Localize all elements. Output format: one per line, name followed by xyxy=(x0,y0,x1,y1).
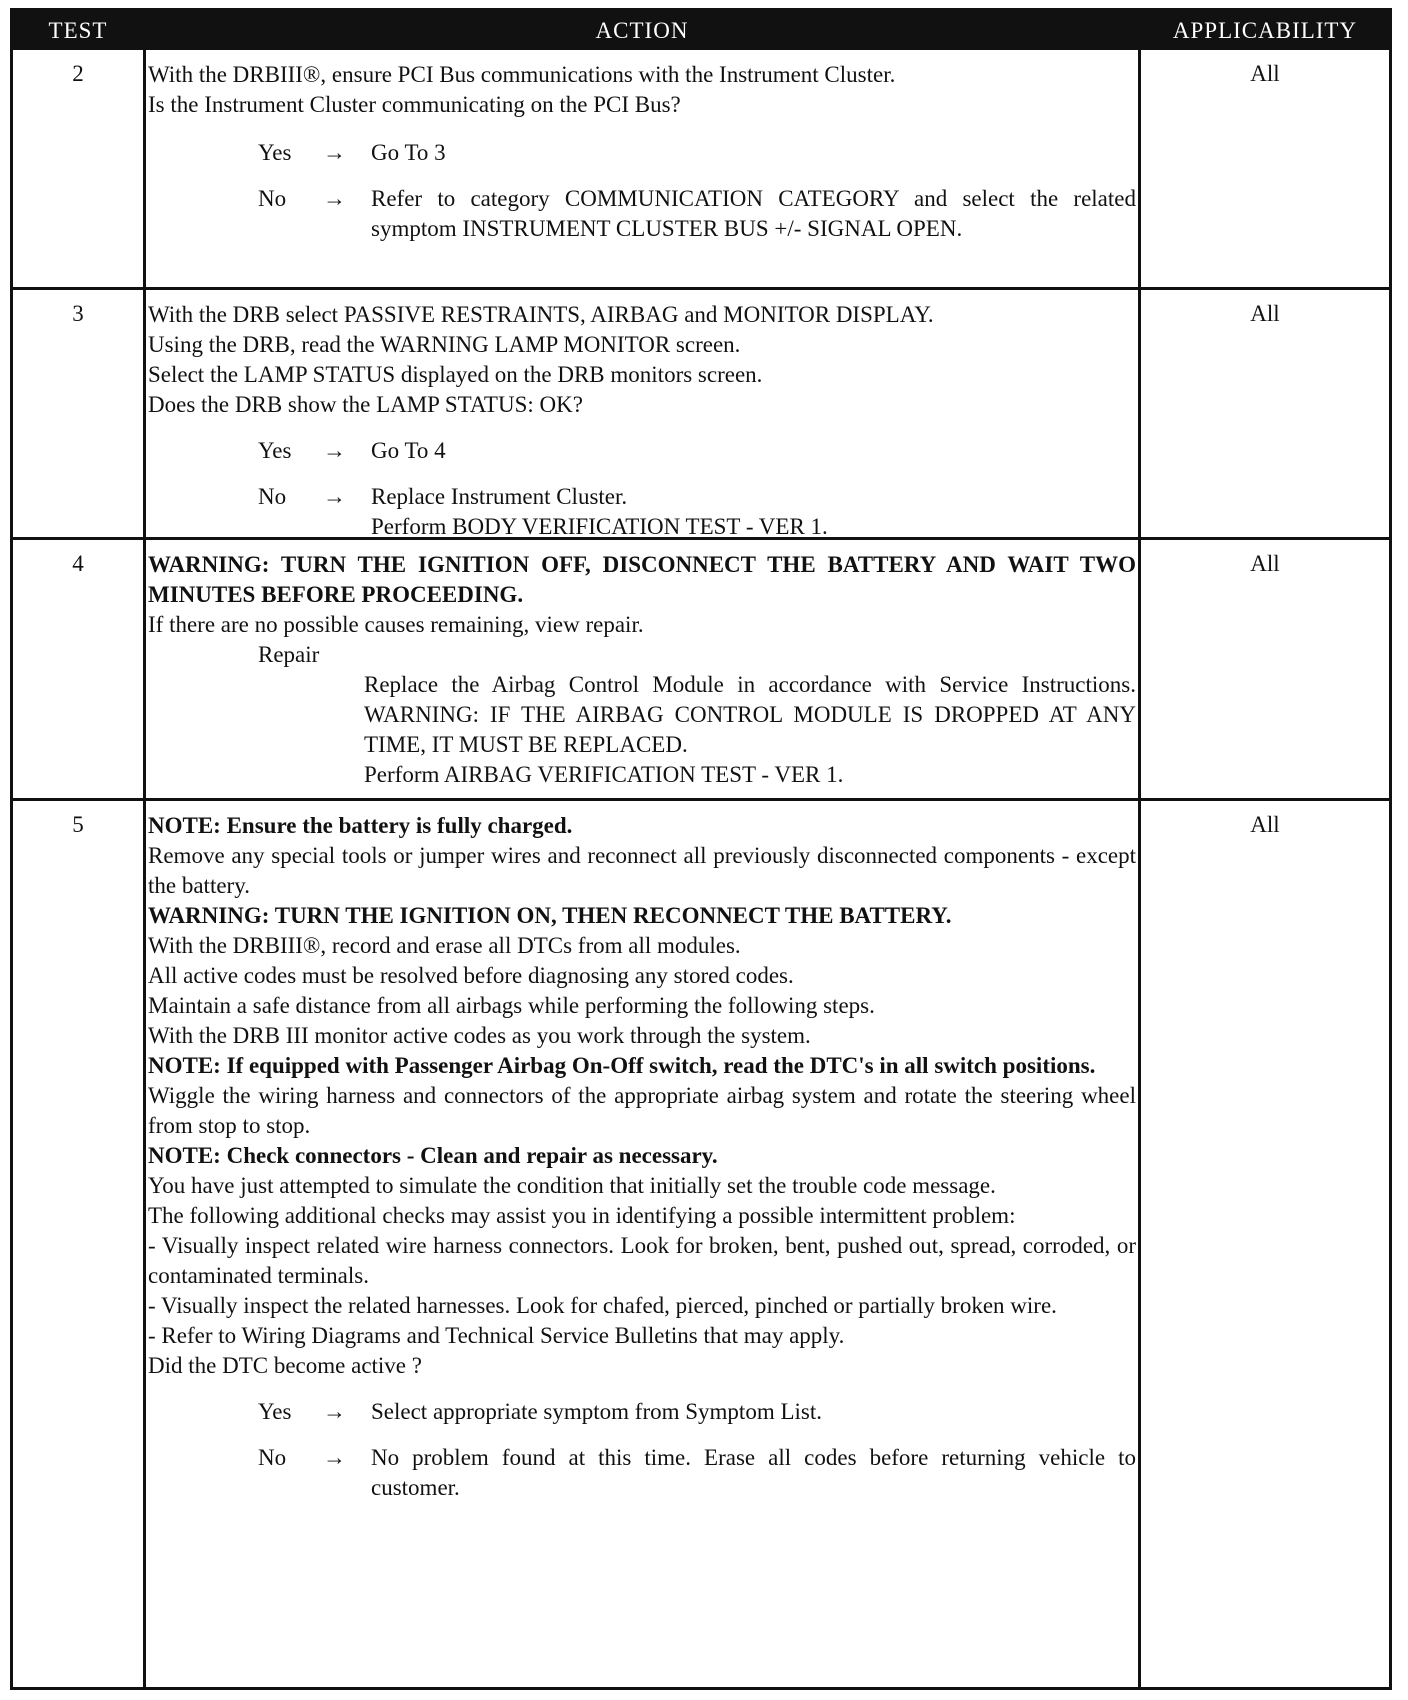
repair-text: Perform AIRBAG VERIFICATION TEST - VER 1. xyxy=(364,762,844,787)
note-text: NOTE: If equipped with Passenger Airbag On-Off switch, read the DTC's in all switch positions. xyxy=(148,1053,1096,1078)
no-label: No xyxy=(258,186,287,211)
test-column-header: TEST xyxy=(48,18,108,43)
no-label: No xyxy=(258,484,287,509)
action-cell xyxy=(148,811,1136,1503)
action-line: - Visually inspect related wire harness connectors. Look for broken, bent, pushed out, spread, corroded, or contaminated terminals. xyxy=(148,1233,1136,1288)
action-line: Remove any special tools or jumper wires and reconnect all previously disconnected components - except the battery. xyxy=(148,843,1136,898)
yes-label: Yes xyxy=(258,1399,292,1424)
test-number: 3 xyxy=(72,301,84,326)
no-result: Refer to category COMMUNICATION CATEGORY and select the related symptom INSTRUMENT CLUSTER BUS +/- SIGNAL OPEN. xyxy=(371,186,1136,241)
arrow-icon: → xyxy=(323,1445,346,1470)
action-line: Wiggle the wiring harness and connectors of the appropriate airbag system and rotate the steering wheel from stop to stop. xyxy=(148,1083,1136,1138)
arrow-icon: → xyxy=(323,1399,346,1424)
action-line: Using the DRB, read the WARNING LAMP MONITOR screen. xyxy=(148,332,741,357)
action-line: Does the DRB show the LAMP STATUS: OK? xyxy=(148,392,583,417)
action-column-header: ACTION xyxy=(595,18,689,43)
action-line: Did the DTC become active ? xyxy=(148,1353,422,1378)
action-line: With the DRB III monitor active codes as you work through the system. xyxy=(148,1023,811,1048)
column-divider xyxy=(143,50,146,1687)
action-line: With the DRBIII®, record and erase all DTCs from all modules. xyxy=(148,933,741,958)
test-number: 4 xyxy=(72,551,84,576)
yes-result: Go To 4 xyxy=(371,438,446,463)
action-cell xyxy=(148,300,1136,542)
note-text: NOTE: Ensure the battery is fully charged. xyxy=(148,813,573,838)
warning-text: WARNING: TURN THE IGNITION OFF, DISCONNECT THE BATTERY AND WAIT TWO MINUTES BEFORE PROCEEDING. xyxy=(148,552,1136,607)
no-option xyxy=(148,184,1136,274)
test-number: 2 xyxy=(72,61,84,86)
applicability-column-header: APPLICABILITY xyxy=(1172,18,1358,43)
no-option xyxy=(148,482,1136,542)
repair-label: Repair xyxy=(258,642,320,667)
applicability-value: All xyxy=(1250,812,1280,837)
table-header xyxy=(13,11,1389,50)
arrow-icon: → xyxy=(323,140,346,165)
yes-option xyxy=(148,436,1136,466)
yes-label: Yes xyxy=(258,438,292,463)
yes-option xyxy=(148,138,1136,168)
yes-result: Go To 3 xyxy=(371,140,446,165)
arrow-icon: → xyxy=(323,438,346,463)
action-line: Is the Instrument Cluster communicating on the PCI Bus? xyxy=(148,92,681,117)
test-row-2 xyxy=(13,50,1389,290)
warning-text: WARNING: TURN THE IGNITION ON, THEN RECONNECT THE BATTERY. xyxy=(148,903,952,928)
diagnostic-test-table xyxy=(10,8,1392,1690)
action-line: - Refer to Wiring Diagrams and Technical Service Bulletins that may apply. xyxy=(148,1323,845,1348)
test-row-5 xyxy=(13,801,1389,1687)
yes-label: Yes xyxy=(258,140,292,165)
action-line: All active codes must be resolved before diagnosing any stored codes. xyxy=(148,963,794,988)
yes-result: Select appropriate symptom from Symptom List. xyxy=(371,1399,822,1424)
no-result-line: Replace Instrument Cluster. xyxy=(371,484,628,509)
test-row-3 xyxy=(13,290,1389,540)
applicability-value: All xyxy=(1250,301,1280,326)
action-line: Select the LAMP STATUS displayed on the DRB monitors screen. xyxy=(148,362,763,387)
applicability-value: All xyxy=(1250,61,1280,86)
action-line: - Visually inspect the related harnesses. Look for chafed, pierced, pinched or partially broken wire. xyxy=(148,1293,1057,1318)
action-line: If there are no possible causes remaining, view repair. xyxy=(148,612,644,637)
no-option xyxy=(148,1443,1136,1503)
action-line: You have just attempted to simulate the condition that initially set the trouble code message. xyxy=(148,1173,996,1198)
action-cell xyxy=(148,550,1136,790)
no-result-line: Perform BODY VERIFICATION TEST - VER 1. xyxy=(371,514,828,539)
action-line: Maintain a safe distance from all airbags while performing the following steps. xyxy=(148,993,875,1018)
no-result xyxy=(371,482,1136,542)
no-result: No problem found at this time. Erase all codes before returning vehicle to customer. xyxy=(371,1445,1136,1500)
action-line: With the DRBIII®, ensure PCI Bus communications with the Instrument Cluster. xyxy=(148,62,896,87)
note-text: NOTE: Check connectors - Clean and repair as necessary. xyxy=(148,1143,718,1168)
test-number: 5 xyxy=(72,812,84,837)
column-divider xyxy=(1138,50,1141,1687)
action-line: The following additional checks may assist you in identifying a possible intermittent problem: xyxy=(148,1203,1016,1228)
applicability-value: All xyxy=(1250,551,1280,576)
action-cell xyxy=(148,60,1136,274)
test-row-4 xyxy=(13,540,1389,801)
yes-option xyxy=(148,1397,1136,1427)
arrow-icon: → xyxy=(323,186,346,211)
repair-text: Replace the Airbag Control Module in accordance with Service Instructions. WARNING: IF THE AIRBAG CONTROL MODULE IS DROPPED AT ANY TIME, IT MUST BE REPLACED. xyxy=(364,672,1136,757)
no-label: No xyxy=(258,1445,287,1470)
action-line: With the DRB select PASSIVE RESTRAINTS, AIRBAG and MONITOR DISPLAY. xyxy=(148,302,934,327)
arrow-icon: → xyxy=(323,484,346,509)
